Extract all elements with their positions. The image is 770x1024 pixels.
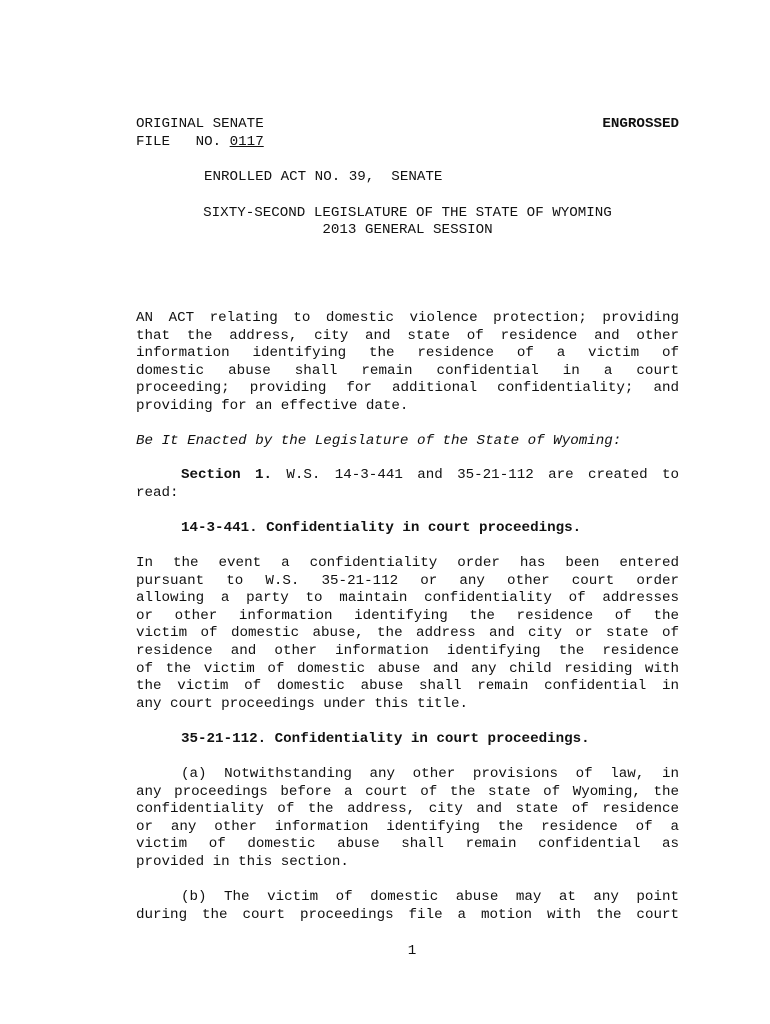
- engrossed-status: ENGROSSED: [602, 116, 679, 132]
- text-line: (b) The victim of domestic abuse may at any point: [181, 889, 679, 905]
- text-line: In the event a confidentiality order has been entered: [136, 555, 679, 571]
- subsection-b: [136, 889, 679, 924]
- section-heading-14-3-441: 14-3-441. Confidentiality in court proceedings.: [181, 520, 582, 536]
- text-line: residence and other information identifying the residence: [136, 642, 679, 659]
- act-description: [136, 310, 679, 416]
- text-line: AN ACT relating to domestic violence protection; providing: [136, 310, 679, 326]
- session-line: 2013 GENERAL SESSION: [322, 222, 493, 238]
- enacting-clause: Be It Enacted by the Legislature of the State of Wyoming:: [136, 433, 622, 449]
- page-number: 1: [407, 943, 417, 959]
- file-header: [136, 116, 679, 151]
- section-1-text: W.S. 14-3-441 and 35-21-112 are created to: [286, 467, 679, 483]
- text-line: any court proceedings under this title.: [136, 695, 469, 712]
- text-line: of the victim of domestic abuse and any child residing with: [136, 660, 679, 677]
- section-1-line: [136, 467, 679, 485]
- text-line: or other information identifying the residence of the: [136, 607, 679, 624]
- text-line: allowing a party to maintain confidentiality of addresses: [136, 590, 679, 607]
- text-line: proceeding; providing for additional confidentiality; and: [136, 380, 679, 397]
- text-line: victim of domestic abuse, the address and city or state of: [136, 625, 679, 642]
- text-line: providing for an effective date.: [136, 397, 409, 414]
- text-line: victim of domestic abuse shall remain confidential as: [136, 836, 679, 853]
- section-heading-35-21-112: 35-21-112. Confidentiality in court proceedings.: [181, 731, 590, 747]
- subsection-a: [136, 766, 679, 872]
- section-1-label: Section 1.: [181, 467, 272, 483]
- text-line: pursuant to W.S. 35-21-112 or any other court order: [136, 572, 679, 589]
- section-14-3-441-text: [136, 555, 679, 713]
- text-line: or any other information identifying the residence of a: [136, 818, 679, 835]
- legislature-line: SIXTY-SECOND LEGISLATURE OF THE STATE OF WYOMING: [203, 205, 612, 221]
- text-line: during the court proceedings file a motion with the court: [136, 906, 679, 923]
- enrolled-act-line: ENROLLED ACT NO. 39, SENATE: [204, 169, 443, 185]
- text-line: information identifying the residence of a victim of: [136, 345, 679, 362]
- text-line: (a) Notwithstanding any other provisions of law, in: [181, 766, 679, 782]
- text-line: the victim of domestic abuse shall remain confidential in: [136, 678, 679, 695]
- text-line: that the address, city and state of residence and other: [136, 327, 679, 344]
- section-1: [136, 467, 679, 502]
- file-number: 0117: [229, 133, 264, 150]
- text-line: domestic abuse shall remain confidential in a court: [136, 362, 679, 379]
- text-line: provided in this section.: [136, 853, 349, 870]
- section-1-line-2: read:: [136, 484, 179, 501]
- text-line: any proceedings before a court of the state of Wyoming, the: [136, 783, 679, 800]
- original-senate-label: ORIGINAL SENATE: [136, 116, 264, 132]
- text-line: confidentiality of the address, city and state of residence: [136, 801, 679, 818]
- file-number-label: FILE NO.: [136, 133, 222, 150]
- file-number-line: [136, 134, 679, 152]
